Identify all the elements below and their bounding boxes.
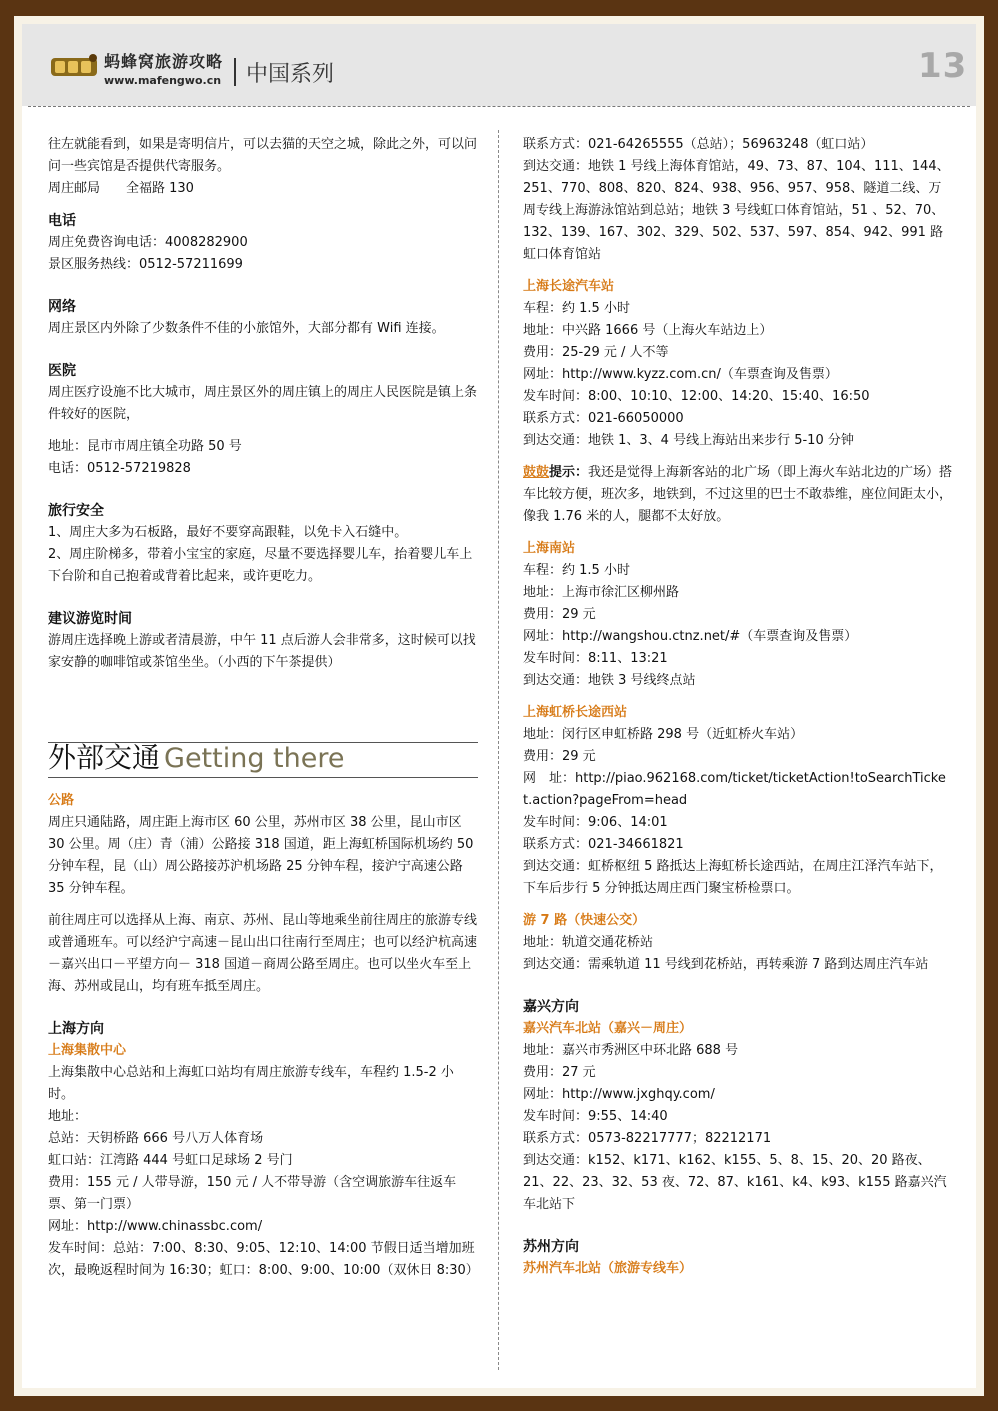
jiaxing-sub-heading: 嘉兴汽车北站（嘉兴－周庄） [523, 1021, 693, 1036]
suzhou-sub-heading: 苏州汽车北站（旅游专线车） [523, 1261, 693, 1276]
header-divider [28, 106, 970, 107]
station-2-text: 车程：约 1.5 小时 地址：上海市徐汇区柳州路 费用：29 元 网址：http://wangshou.ctnz.net/#（车票查询及售票） 发车时间：8:11、13:21 到达交通：地铁 3 号线终点站 [523, 563, 858, 688]
network-text: 周庄景区内外除了少数条件不佳的小旅馆外，大部分都有 Wifi 连接。 [48, 321, 445, 336]
jiaxing-heading: 嘉兴方向 [523, 999, 579, 1015]
safety-text: 1、周庄大多为石板路，最好不要穿高跟鞋，以免卡入石缝中。 2、周庄阶梯多，带着小宝宝的家庭，尽量不要选择婴儿车，抬着婴儿车上下台阶和自己抱着或背着比起来，或许更吃力。 [48, 525, 473, 584]
tip-label: 提示： [549, 465, 589, 480]
hospital-heading: 医院 [48, 363, 76, 379]
section-title-zh: 外部交通 [48, 741, 161, 774]
column-divider [498, 130, 499, 1370]
suzhou-heading: 苏州方向 [523, 1239, 579, 1255]
logo-url[interactable]: www.mafengwo.cn [104, 74, 222, 87]
intro-text: 往左就能看到，如果是寄明信片，可以去猫的天空之城，除此之外，可以问问一些宾馆是否提供代寄服务。 周庄邮局 全福路 130 [48, 137, 478, 196]
hospital-text: 周庄医疗设施不比大城市，周庄景区外的周庄镇上的周庄人民医院是镇上条件较好的医院， [48, 385, 478, 422]
shanghai-text: 上海集散中心总站和上海虹口站均有周庄旅游专线车，车程约 1.5-2 小时。 地址： 总站：天钥桥路 666 号八万人体育场 虹口站：江湾路 444 号虹口足球场 2 号门 费用：155 元 / 人带导游，150 元 / 人不带导游（含空调旅游车往返车票、第一门票） 网址：http://www.chinassbc.com/ 发车时间：总站：7:00、8:30、9:05、12:10、14:00 节假日适当增加班次，最晚返程时间为 16:30；虹口：8:00、9:00、10:00（双休日 8:30） [48, 1065, 479, 1278]
tip-text: 我还是觉得上海新客站的北广场（即上海火车站北边的广场）搭车比较方便，班次多，地铁到，不过这里的巴士不敢恭维，座位间距太小，像我 1.76 米的人，腿都不太好放。 [523, 465, 953, 524]
road-text-2: 前往周庄可以选择从上海、南京、苏州、昆山等地乘坐前往周庄的旅游专线或普通班车。可以经沪宁高速－昆山出口往南行至周庄；也可以经沪杭高速－嘉兴出口－平望方向－ 318 国道－商周公路至周庄。也可以坐火车至上海、苏州或昆山，均有班车抵至周庄。 [48, 913, 478, 994]
bee-hive-logo-icon [49, 52, 99, 80]
paper [22, 24, 976, 1388]
shanghai-continued-text: 联系方式：021-64265555（总站）；56963248（虹口站） 到达交通：地铁 1 号线上海体育馆站，49、73、87、104、111、144、251、770、808、820、824、938、956、957、958、隧道二线、万周专线上海游泳馆站到总站；地铁 3 号线虹口体育馆站，51 、52、70、132、139、167、302、329、502、537、597、854、942、991 路虹口体育馆站 [523, 137, 950, 262]
station-1-heading: 上海长途汽车站 [523, 279, 615, 294]
road-heading: 公路 [48, 793, 75, 808]
shanghai-heading: 上海方向 [48, 1021, 104, 1037]
station-3-text: 地址：闵行区申虹桥路 298 号（近虹桥火车站） 费用：29 元 网 址：http://piao.962168.com/ticket/ticketAction!toSearchTicket.action?pageFrom=head 发车时间：9:06、14:01 联系方式：021-34661821 到达交通：虹桥枢纽 5 路抵达上海虹桥长途西站，在周庄江泽汽车站下，下车后步行 5 分钟抵达周庄西门聚宝桥检票口。 [523, 727, 946, 896]
station-3-heading: 上海虹桥长途西站 [523, 705, 628, 720]
left-column [48, 134, 478, 1282]
tip-block [523, 462, 953, 528]
phone-text: 周庄免费咨询电话：4008282900 景区服务热线：0512-57211699 [48, 235, 248, 272]
right-column [523, 134, 953, 1280]
header-separator [234, 58, 236, 86]
road-text-1: 周庄只通陆路，周庄距上海市区 60 公里，苏州市区 38 公里，昆山市区 30 公里。周（庄）青（浦）公路接 318 国道，距上海虹桥国际机场约 50 分钟车程，昆（山）周公路接苏沪机场路 25 分钟车程，接沪宁高速公路 35 分钟车程。 [48, 815, 474, 896]
station-1-text: 车程：约 1.5 小时 地址：中兴路 1666 号（上海火车站边上） 费用：25-29 元 / 人不等 网址：http://www.kyzz.com.cn/（车票查询及售票） 发车时间：8:00、10:10、12:00、14:20、15:40、16:50 联系方式：021-66050000 到达交通：地铁 1、3、4 号线上海站出来步行 5-10 分钟 [523, 301, 870, 448]
series-title: 中国系列 [246, 62, 335, 87]
page-number: 13 [918, 46, 968, 86]
station-4-text: 地址：轨道交通花桥站 到达交通：需乘轨道 11 号线到花桥站，再转乘游 7 路到达周庄汽车站 [523, 935, 929, 972]
network-heading: 网络 [48, 299, 76, 315]
section-title-en: Getting there [164, 743, 345, 774]
header [22, 24, 976, 106]
time-heading: 建议游览时间 [48, 611, 132, 627]
safety-heading: 旅行安全 [48, 503, 104, 519]
section-title [48, 742, 478, 778]
logo-name: 蚂蜂窝旅游攻略 [104, 52, 224, 71]
hospital-address: 地址：昆市市周庄镇全功路 50 号 电话：0512-57219828 [48, 439, 242, 476]
time-text: 游周庄选择晚上游或者清晨游，中午 11 点后游人会非常多，这时候可以找家安静的咖啡馆或茶馆坐坐。（小西的下午茶提供） [48, 633, 476, 670]
phone-heading: 电话 [48, 213, 76, 229]
jiaxing-text: 地址：嘉兴市秀洲区中环北路 688 号 费用：27 元 网址：http://www.jxghqy.com/ 发车时间：9:55、14:40 联系方式：0573-82217777；82212171 到达交通：k152、k171、k162、k155、5、8、15、20、20 路夜、21、22、23、32、53 夜、72、87、k161、k4、k93、k155 路嘉兴汽车北站下 [523, 1043, 947, 1212]
station-4-heading: 游 7 路（快速公交） [523, 913, 646, 928]
shanghai-sub-heading: 上海集散中心 [48, 1043, 127, 1058]
station-2-heading: 上海南站 [523, 541, 576, 556]
tip-author-link[interactable]: 鼓鼓 [523, 465, 550, 480]
